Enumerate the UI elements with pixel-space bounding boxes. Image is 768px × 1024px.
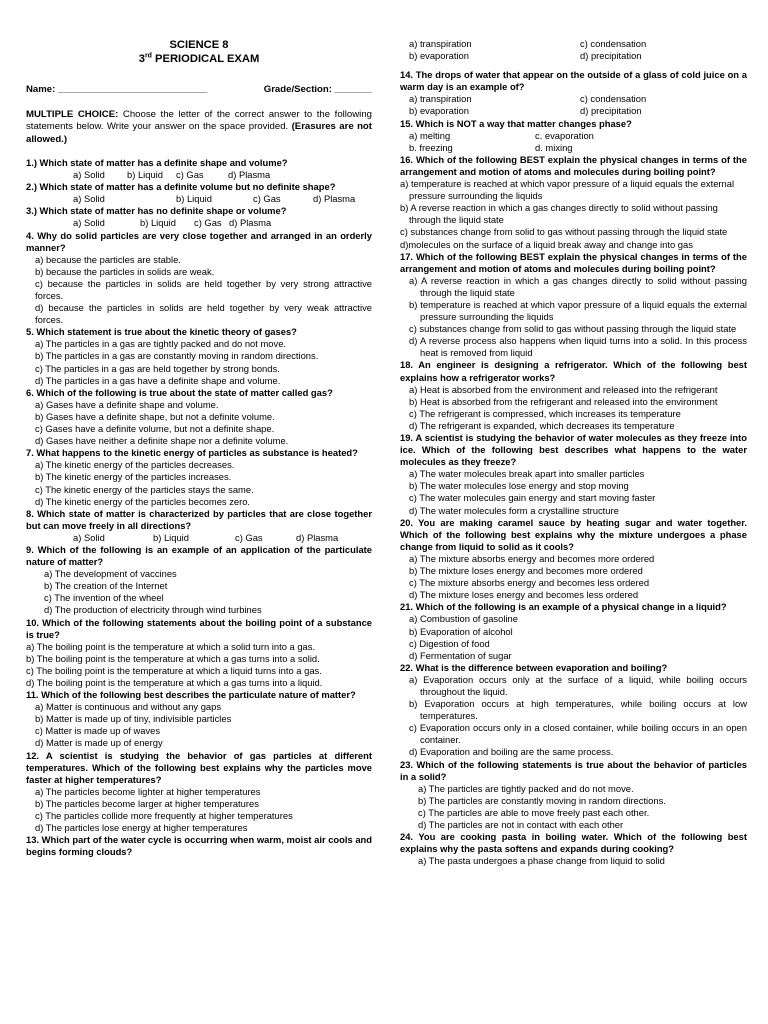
question-12: 12. A scientist is studying the behavior of gas particles at different temperatures. Which of the following best explains why the particles move faster at higher temperatures? bbox=[26, 749, 372, 785]
q3-option-d[interactable]: d) Plasma bbox=[229, 217, 272, 229]
q14-option-d[interactable]: d) precipitation bbox=[580, 105, 642, 117]
q8-option-c[interactable]: c) Gas bbox=[235, 531, 263, 543]
q18-option-b[interactable]: b) Heat is absorbed from the refrigerant and released into the environment bbox=[409, 395, 718, 407]
subtitle-text: PERIODICAL EXAM bbox=[151, 53, 260, 65]
q18-option-a[interactable]: a) Heat is absorbed from the environment and released into the refrigerant bbox=[409, 383, 718, 395]
q11-option-b[interactable]: b) Matter is made up of tiny, indivisible particles bbox=[35, 713, 232, 725]
q6-option-b[interactable]: b) Gases have a definite shape, but not a definite volume. bbox=[35, 410, 275, 422]
question-19: 19. A scientist is studying the behavior of water molecules as they freeze into ice. Which of the following best describes what happens to the water molecules as they freeze? bbox=[400, 432, 747, 468]
question-1: 1.) Which state of matter has a definite shape and volume? bbox=[26, 156, 288, 168]
q1-option-a[interactable]: a) Solid bbox=[73, 169, 105, 181]
q4-option-d[interactable]: d) because the particles in solids are held together by very weak attractive forces. bbox=[35, 302, 372, 326]
question-16: 16. Which of the following BEST explain the physical changes in terms of the arrangement and motion of atoms and molecules during boiling point? bbox=[400, 153, 747, 177]
q20-option-d[interactable]: d) The mixture loses energy and becomes less ordered bbox=[409, 589, 639, 601]
q11-option-a[interactable]: a) Matter is continuous and without any gaps bbox=[35, 701, 222, 713]
q10-option-c[interactable]: c) The boiling point is the temperature at which a liquid turns into a gas. bbox=[26, 664, 322, 676]
q5-option-d[interactable]: d) The particles in a gas have a definite shape and volume. bbox=[35, 374, 281, 386]
q17-option-b[interactable]: b) temperature is reached at which vapor pressure of a liquid equals the external pressure surrounding the liquids bbox=[409, 298, 747, 323]
q1-options bbox=[26, 169, 372, 181]
q7-option-c[interactable]: c) The kinetic energy of the particles stays the same. bbox=[35, 483, 254, 495]
q2-options bbox=[26, 193, 372, 205]
question-5: 5. Which statement is true about the kinetic theory of gases? bbox=[26, 326, 297, 338]
q10-option-d[interactable]: d) The boiling point is the temperature at which a gas turns into a liquid. bbox=[26, 677, 323, 689]
subtitle-superscript: rd bbox=[144, 52, 152, 60]
q2-option-d[interactable]: d) Plasma bbox=[313, 193, 356, 205]
q13-option-c[interactable]: c) condensation bbox=[580, 38, 647, 49]
left-column bbox=[26, 38, 372, 858]
q9-option-a[interactable]: a) The development of vaccines bbox=[44, 568, 177, 580]
q8-option-a[interactable]: a) Solid bbox=[73, 531, 105, 543]
q4-option-b[interactable]: b) because the particles in solids are weak. bbox=[35, 265, 215, 277]
q21-option-a[interactable]: a) Combustion of gasoline bbox=[409, 613, 518, 625]
q9-option-c[interactable]: c) The invention of the wheel bbox=[44, 592, 164, 604]
q14-option-b[interactable]: b) evaporation bbox=[409, 105, 469, 117]
q5-option-c[interactable]: c) The particles in a gas are held together by strong bonds. bbox=[35, 362, 280, 374]
question-15: 15. Which is NOT a way that matter changes phase? bbox=[400, 117, 632, 129]
q8-options bbox=[26, 532, 372, 544]
question-20: 20. You are making caramel sauce by heating sugar and water together. Which of the following best explains why the mixture undergoes a phase change from liquid to solid as it cools? bbox=[400, 516, 747, 552]
q2-option-b[interactable]: b) Liquid bbox=[176, 193, 212, 205]
q23-option-a[interactable]: a) The particles are tightly packed and do not move. bbox=[418, 782, 634, 794]
q13-option-a[interactable]: a) transpiration bbox=[409, 38, 472, 49]
q8-option-b[interactable]: b) Liquid bbox=[153, 531, 189, 543]
q21-option-c[interactable]: c) Digestion of food bbox=[409, 637, 490, 649]
q4-option-c[interactable]: c) because the particles in solids are held together by very strong attractive forces. bbox=[35, 277, 372, 302]
question-2: 2.) Which state of matter has a definite volume but no definite shape? bbox=[26, 181, 336, 193]
spacer bbox=[400, 62, 747, 69]
q16-option-c[interactable]: c) substances change from solid to gas without passing through the liquid state bbox=[400, 226, 728, 238]
question-11: 11. Which of the following best describes the particulate nature of matter? bbox=[26, 689, 356, 701]
question-3: 3.) Which state of matter has no definite shape or volume? bbox=[26, 205, 287, 217]
q18-option-c[interactable]: c) The refrigerant is compressed, which increases its temperature bbox=[409, 407, 681, 419]
q12-option-a[interactable]: a) The particles become lighter at higher temperatures bbox=[35, 785, 261, 797]
exam-subtitle bbox=[26, 52, 372, 66]
q15-options-row2 bbox=[400, 142, 747, 154]
q19-option-d[interactable]: d) The water molecules form a crystalline structure bbox=[409, 504, 619, 516]
question-4: 4. Why do solid particles are very close together and arranged in an orderly manner? bbox=[26, 229, 372, 253]
q20-option-a[interactable]: a) The mixture absorbs energy and becomes more ordered bbox=[409, 552, 655, 564]
instructions-bold-end: (Erasures are not allowed.) bbox=[26, 121, 372, 145]
q15-option-a[interactable]: a) melting bbox=[409, 129, 451, 141]
q22-option-c[interactable]: c) Evaporation occurs only in a closed container, while boiling occurs in an open container. bbox=[409, 722, 747, 746]
name-grade-line bbox=[26, 84, 372, 96]
q9-option-d[interactable]: d) The production of electricity through wind turbines bbox=[44, 604, 262, 616]
q14-options-row1 bbox=[400, 93, 747, 105]
q23-option-c[interactable]: c) The particles are able to move freely past each other. bbox=[418, 806, 650, 818]
q7-option-d[interactable]: d) The kinetic energy of the particles becomes zero. bbox=[35, 495, 251, 507]
q6-option-a[interactable]: a) Gases have a definite shape and volume. bbox=[35, 398, 219, 410]
q20-option-c[interactable]: c) The mixture absorbs energy and becomes less ordered bbox=[409, 577, 650, 589]
grade-section-field[interactable]: Grade/Section: _______ bbox=[263, 84, 372, 95]
q8-option-d[interactable]: d) Plasma bbox=[296, 531, 339, 543]
question-21: 21. Which of the following is an example of a physical change in a liquid? bbox=[400, 601, 727, 613]
question-22: 22. What is the difference between evaporation and boiling? bbox=[400, 661, 668, 673]
q10-option-b[interactable]: b) The boiling point is the temperature at which a gas turns into a solid. bbox=[26, 652, 320, 664]
q9-option-b[interactable]: b) The creation of the Internet bbox=[44, 580, 168, 592]
q17-option-c[interactable]: c) substances change from solid to gas without passing through the liquid state bbox=[409, 323, 737, 335]
q3-options bbox=[26, 217, 372, 229]
q12-option-d[interactable]: d) The particles lose energy at higher temperatures bbox=[35, 822, 248, 834]
q21-option-d[interactable]: d) Fermentation of sugar bbox=[409, 649, 512, 661]
q6-option-d[interactable]: d) Gases have neither a definite shape nor a definite volume. bbox=[35, 435, 289, 447]
question-9: 9. Which of the following is an example of an application of the particulate nature of matter? bbox=[26, 543, 372, 568]
q12-option-c[interactable]: c) The particles collide more frequently at higher temperatures bbox=[35, 810, 293, 822]
name-field[interactable]: Name: ____________________________ bbox=[26, 84, 208, 95]
q16-option-a[interactable]: a) temperature is reached at which vapor pressure of a liquid equals the external pressure surrounding the liquids bbox=[400, 178, 735, 202]
q13-option-b[interactable]: b) evaporation bbox=[409, 50, 469, 62]
q3-option-b[interactable]: b) Liquid bbox=[140, 217, 176, 229]
q14-option-c[interactable]: c) condensation bbox=[580, 93, 647, 105]
q3-option-a[interactable]: a) Solid bbox=[73, 217, 105, 229]
instructions-lead: MULTIPLE CHOICE: bbox=[26, 109, 119, 121]
question-7: 7. What happens to the kinetic energy of particles as substance is heated? bbox=[26, 447, 358, 459]
q23-option-b[interactable]: b) The particles are constantly moving in random directions. bbox=[418, 794, 666, 806]
instructions bbox=[26, 109, 372, 146]
question-24: 24. You are cooking pasta in boiling water. Which of the following best explains why the pasta softens and expands during cooking? bbox=[400, 831, 747, 855]
exam-title: SCIENCE 8 bbox=[169, 39, 229, 51]
q7-option-a[interactable]: a) The kinetic energy of the particles decreases. bbox=[35, 459, 235, 471]
right-column bbox=[400, 38, 747, 867]
q22-option-d[interactable]: d) Evaporation and boiling are the same process. bbox=[409, 746, 614, 758]
question-8: 8. Which state of matter is characterized by particles that are close together but can move freely in all directions? bbox=[26, 507, 372, 531]
subtitle-number: 3 bbox=[138, 53, 145, 65]
q15-option-b[interactable]: b. freezing bbox=[409, 141, 453, 153]
q19-option-a[interactable]: a) The water molecules break apart into smaller particles bbox=[409, 468, 645, 480]
q3-option-c[interactable]: c) Gas bbox=[194, 217, 222, 229]
q1-option-c[interactable]: c) Gas bbox=[176, 169, 204, 181]
q5-option-a[interactable]: a) The particles in a gas are tightly packed and do not move. bbox=[35, 338, 287, 350]
q13-options-row1 bbox=[400, 38, 747, 50]
question-10: 10. Which of the following statements about the boiling point of a substance is true? bbox=[26, 616, 372, 640]
question-14: 14. The drops of water that appear on the outside of a glass of cold juice on a warm day is an example of? bbox=[400, 69, 747, 93]
q15-option-c[interactable]: c. evaporation bbox=[535, 129, 594, 141]
q23-option-d[interactable]: d) The particles are not in contact with each other bbox=[418, 819, 624, 830]
question-13: 13. Which part of the water cycle is occurring when warm, moist air cools and begins forming clouds? bbox=[26, 834, 372, 858]
q20-option-b[interactable]: b) The mixture loses energy and becomes more ordered bbox=[409, 565, 643, 577]
q11-option-d[interactable]: d) Matter is made up of energy bbox=[35, 737, 163, 749]
q14-options-row2 bbox=[400, 105, 747, 117]
q2-option-c[interactable]: c) Gas bbox=[253, 193, 281, 205]
q13-option-d[interactable]: d) precipitation bbox=[580, 50, 642, 62]
q22-option-b[interactable]: b) Evaporation occurs at high temperatures, while boiling occurs at low temperatures. bbox=[409, 698, 747, 722]
q6-option-c[interactable]: c) Gases have a definite volume, but not a definite shape. bbox=[35, 423, 275, 435]
q1-option-b[interactable]: b) Liquid bbox=[127, 169, 163, 181]
q18-option-d[interactable]: d) The refrigerant is expanded, which decreases its temperature bbox=[409, 419, 675, 431]
q11-option-c[interactable]: c) Matter is made up of waves bbox=[35, 725, 161, 737]
question-18: 18. An engineer is designing a refrigerator. Which of the following best explains how a refrigerator works? bbox=[400, 359, 747, 383]
question-17: 17. Which of the following BEST explain the physical changes in terms of the arrangement and motion of atoms and molecules during boiling point? bbox=[400, 250, 747, 274]
q15-option-d[interactable]: d. mixing bbox=[535, 141, 573, 153]
q17-option-d[interactable]: d) A reverse process also happens when liquid turns into a solid. In this process heat is removed from liquid bbox=[409, 335, 747, 359]
question-6: 6. Which of the following is true about the state of matter called gas? bbox=[26, 386, 333, 398]
q19-option-c[interactable]: c) The water molecules gain energy and start moving faster bbox=[409, 492, 656, 504]
q1-option-d[interactable]: d) Plasma bbox=[228, 169, 271, 181]
q21-option-b[interactable]: b) Evaporation of alcohol bbox=[409, 625, 513, 637]
q2-option-a[interactable]: a) Solid bbox=[73, 193, 105, 205]
q22-option-a[interactable]: a) Evaporation occurs only at the surface of a liquid, while boiling occurs throughout the liquid. bbox=[409, 673, 747, 697]
q24-option-a[interactable]: a) The pasta undergoes a phase change from liquid to solid bbox=[418, 855, 665, 867]
q5-option-b[interactable]: b) The particles in a gas are constantly moving in random directions. bbox=[35, 350, 319, 362]
q16-option-b[interactable]: b) A reverse reaction in which a gas changes directly to solid without passing through the liquid state bbox=[400, 202, 718, 226]
question-23: 23. Which of the following statements is true about the behavior of particles in a solid? bbox=[400, 758, 747, 782]
instructions-text: Choose the letter of the correct answer to the following statements below. Write your answer on the space provided. bbox=[26, 109, 372, 133]
q14-option-a[interactable]: a) transpiration bbox=[409, 93, 472, 105]
q13-options-row2 bbox=[400, 50, 747, 62]
spacer bbox=[26, 146, 372, 157]
q12-option-b[interactable]: b) The particles become larger at higher temperatures bbox=[35, 797, 259, 809]
q4-option-a[interactable]: a) because the particles are stable. bbox=[35, 253, 181, 265]
q7-option-b[interactable]: b) The kinetic energy of the particles increases. bbox=[35, 471, 232, 483]
q19-option-b[interactable]: b) The water molecules lose energy and stop moving bbox=[409, 480, 629, 492]
q16-option-d[interactable]: d)molecules on the surface of a liquid break away and change into gas bbox=[400, 238, 693, 250]
q10-option-a[interactable]: a) The boiling point is the temperature at which a solid turn into a gas. bbox=[26, 640, 316, 652]
q17-option-a[interactable]: a) A reverse reaction in which a gas changes directly to solid without passing through the liquid state bbox=[409, 274, 747, 298]
q15-options-row1 bbox=[400, 130, 747, 142]
